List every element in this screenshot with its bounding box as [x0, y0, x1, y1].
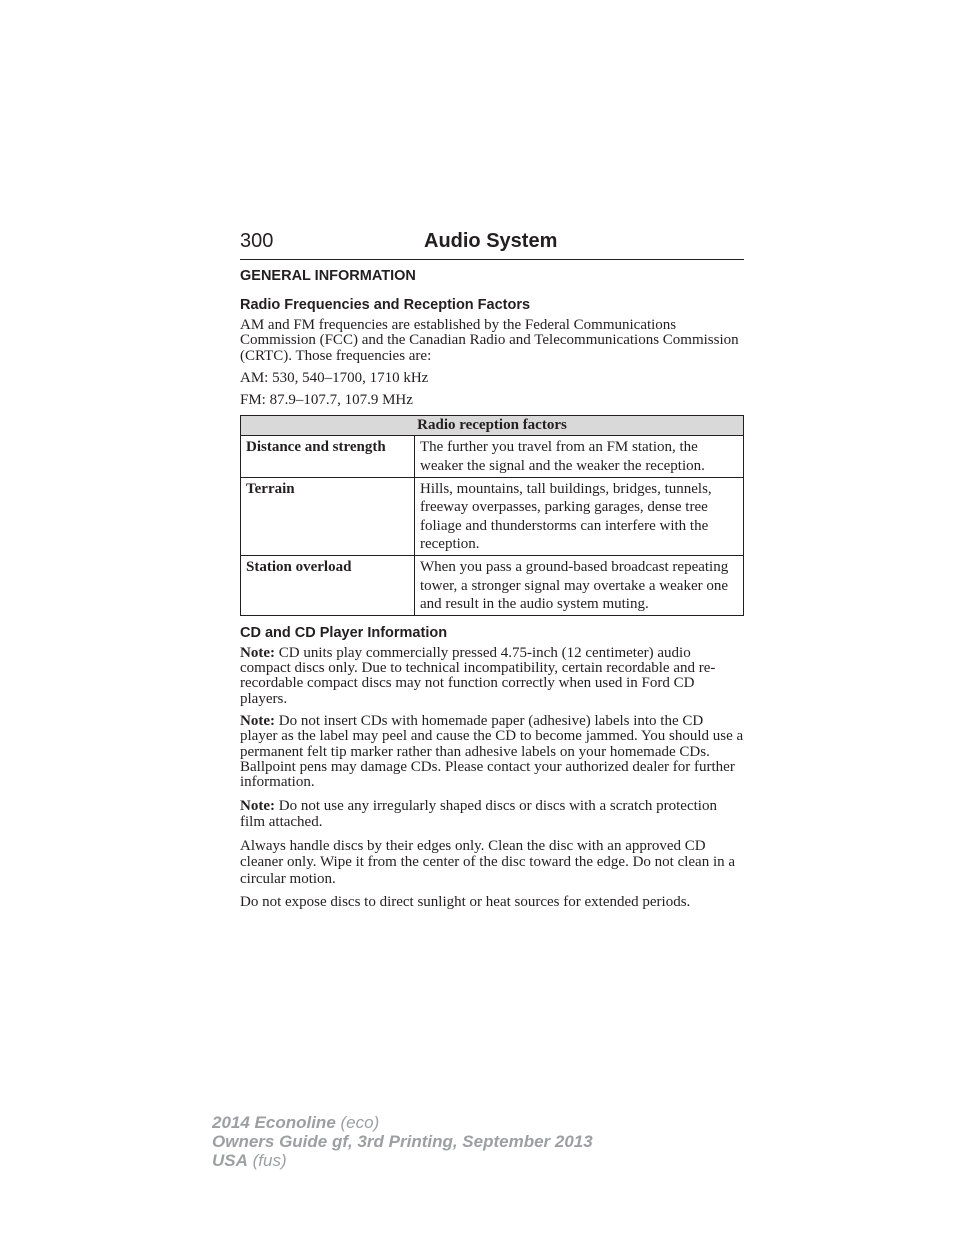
note-text: Do not insert CDs with homemade paper (adhesive) labels into the CD player as the label may peel and cause the CD to become jammed. You should use a permanent felt tip marker rather than adhesive labels on your homemade CDs. Ballpoint pens may damage CDs. Please contact your authorized dealer for further information.	[240, 713, 744, 791]
disc-handling-paragraph: Always handle discs by their edges only. Clean the disc with an approved CD cleaner only. Wipe it from the center of the disc toward the edge. Do not clean in a circular motion.	[240, 837, 736, 887]
page-number: 300	[240, 230, 274, 252]
page-footer	[212, 1113, 593, 1170]
note-text: Do not use any irregularly shaped discs or discs with a scratch protection film attached.	[240, 797, 717, 830]
fm-frequencies: FM: 87.9–107.7, 107.9 MHz	[240, 392, 413, 409]
cd-note-3	[240, 798, 744, 831]
table-caption: Radio reception factors	[241, 416, 744, 436]
page-header	[240, 228, 744, 260]
heading-cd-information: CD and CD Player Information	[240, 624, 448, 641]
table-row	[241, 477, 744, 555]
am-frequencies: AM: 530, 540–1700, 1710 kHz	[240, 369, 429, 386]
description-cell: Hills, mountains, tall buildings, bridges, tunnels, freeway overpasses, parking garages, dense tree foliage and thunderstorms can interfere with the reception.	[415, 477, 744, 555]
table-row	[241, 436, 744, 477]
note-label: Note:	[240, 797, 275, 814]
table-row	[241, 556, 744, 616]
note-label: Note:	[240, 713, 275, 730]
footer-guide: Owners Guide gf, 3rd Printing, September 2013	[212, 1132, 593, 1151]
manual-page	[240, 228, 744, 911]
footer-model-line	[212, 1113, 593, 1132]
factor-cell: Terrain	[241, 477, 415, 555]
footer-guide-line	[212, 1132, 593, 1151]
footer-region: USA	[212, 1151, 248, 1170]
heading-general-information: GENERAL INFORMATION	[240, 268, 416, 284]
description-cell: When you pass a ground-based broadcast repeating tower, a stronger signal may overtake a weaker one and result in the audio system muting.	[415, 556, 744, 616]
footer-model-code: (eco)	[340, 1113, 380, 1132]
note-label: Note:	[240, 644, 275, 661]
factor-cell: Station overload	[241, 556, 415, 616]
factor-cell: Distance and strength	[241, 436, 415, 477]
radio-intro-paragraph: AM and FM frequencies are established by the Federal Communications Commission (FCC) and the Canadian Radio and Telecommunications Commission (CRTC). Those frequencies are:	[240, 317, 739, 364]
description-cell: The further you travel from an FM station, the weaker the signal and the weaker the reception.	[415, 436, 744, 477]
heading-radio-frequencies: Radio Frequencies and Reception Factors	[240, 297, 531, 313]
reception-factors-table	[240, 415, 744, 615]
note-text: CD units play commercially pressed 4.75-inch (12 centimeter) audio compact discs only. Due to technical incompatibility, certain recordable and re-recordable compact discs may not function correctly when used in Ford CD players.	[240, 644, 716, 707]
cd-note-1	[240, 646, 744, 707]
footer-region-line	[212, 1151, 593, 1170]
footer-model: 2014 Econoline	[212, 1113, 336, 1132]
sunlight-paragraph: Do not expose discs to direct sunlight or heat sources for extended periods.	[240, 894, 691, 910]
footer-region-code: (fus)	[252, 1151, 287, 1170]
cd-note-2	[240, 714, 744, 790]
section-title: Audio System	[424, 230, 558, 252]
